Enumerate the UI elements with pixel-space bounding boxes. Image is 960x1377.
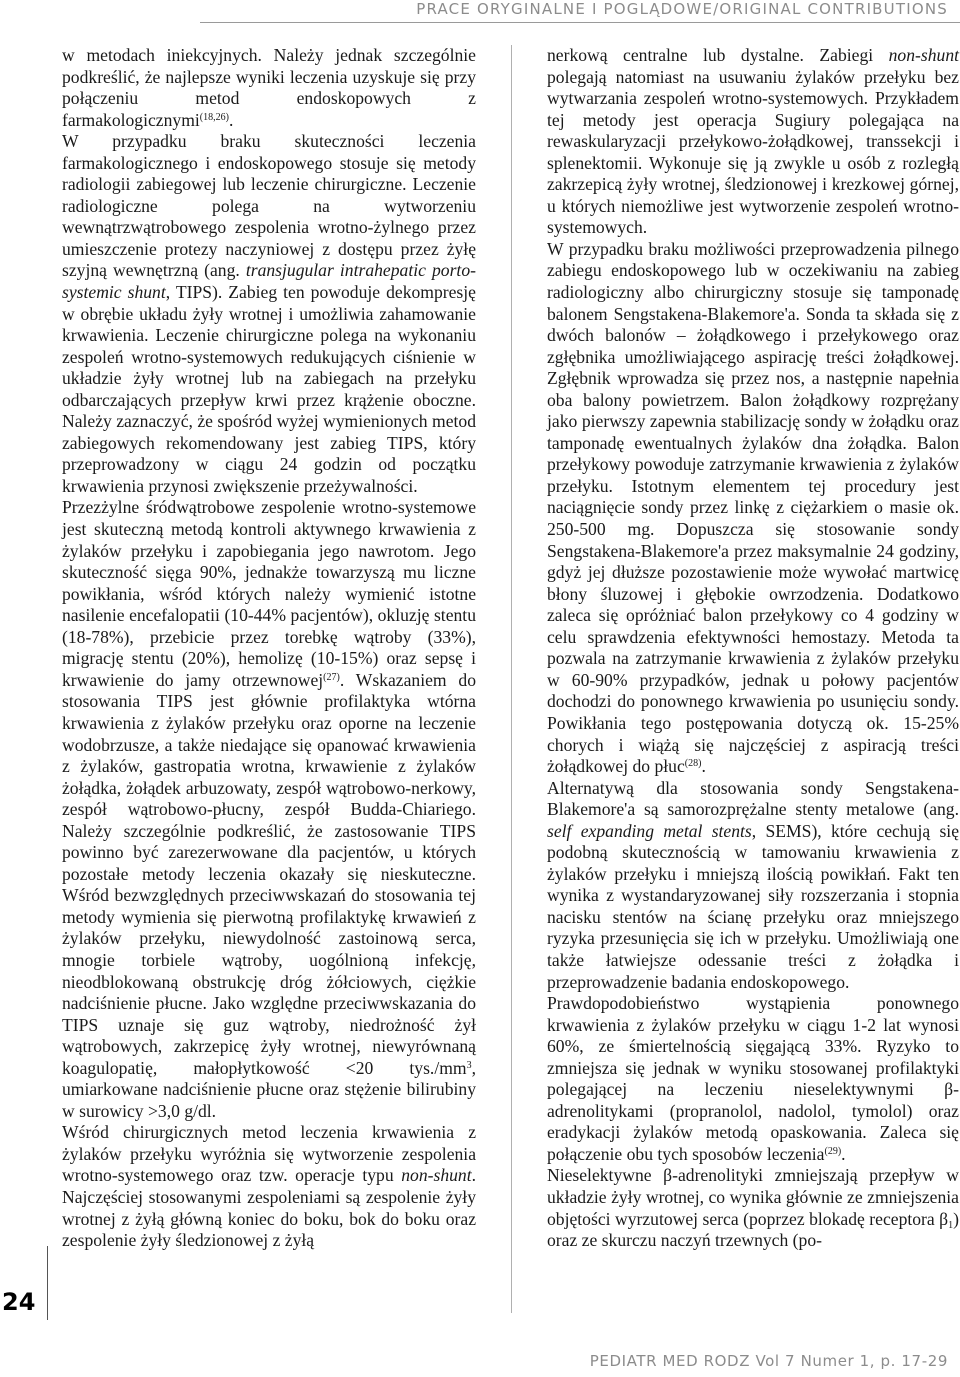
italic-term: non-shunt <box>888 45 959 65</box>
superscript: 3 <box>466 1059 472 1071</box>
paragraph <box>547 239 959 778</box>
paragraph <box>547 778 959 993</box>
text-run: Alternatywą dla stosowania sondy Sengstakena-Blakemore'a są samorozprężalne stenty metalowe (ang. <box>547 777 959 820</box>
paragraph <box>547 1165 959 1251</box>
journal-citation: PEDIATR MED RODZ Vol 7 Numer 1, p. 17-29 <box>589 1352 948 1370</box>
text-run: . Wskazaniem do stosowania TIPS jest głównie profilaktyka wtórna krwawienia z żylaków przełyku oraz oporne na leczenie wodobrzusze, a także niedające się opanować krwawienia z żylaków, gastropatia wrotna, krwawienie z żylaków żołądka, żołądek arbuzowaty, zespół wątrobowo-nerkowy, zespół wątrobowo-płucny, zespół Budda-Chiariego. Należy szczególnie podkreślić, że zastosowanie TIPS powinno być zarezerwowane dla pacjentów, u których pozostałe metody leczenia okazały się nieskuteczne. Wśród bezwzględnych przeciwwskazań do stosowania tej metody wymienia się pierwotną profilaktykę krwawień z żylaków przełyku, niewydolność zastoinową serca, mnogie torbiele wątroby, uogólnioną infekcję, nieodblokowaną obstrukcję dróg żółciowych, ciężkie nadciśnienie płucne. Jako względne przeciwwskazania do TIPS uznaje się guz wątroby, niedrożność żył wątrobowych, zakrzepicę żyły wrotnej, niewyrównaną koagulopatię, małopłytkowość <20 tys./mm <box>62 669 476 1078</box>
text-run: , TIPS). Zabieg ten powoduje dekompresję w obrębie układu żyły wrotnej i umożliwia zahamowanie krwawienia. Leczenie chirurgiczne polega na wykonaniu zespoleń wrotno-systemowych redukujących ciśnienie w układzie żyły wrotnej lub na zabiegach na przełyku odbarczających przepływ krwi przez krążenie oboczne. Należy zaznaczyć, że spośród wyżej wymienionych metod zabiegowych rekomendowany jest zabieg TIPS, który przeprowadzony w ciągu 24 godzin od początku krwawienia przynosi zwiększenie przeżywalności. <box>62 282 476 496</box>
paragraph <box>62 45 476 131</box>
paragraph <box>62 497 476 1122</box>
superscript: (29) <box>824 1145 842 1157</box>
italic-term: self expanding metal stents <box>547 820 752 841</box>
text-run: . <box>228 109 234 130</box>
text-run: . <box>701 756 706 777</box>
text-run: Przezżylne śródwątrobowe zespolenie wrotno-systemowe jest skuteczną metodą kontroli aktywnego krwawienia z żylaków przełyku i zapobiegania jego nawrotom. Jego skuteczność sięga 90%, jednakże towarzyszą mu liczne powikłania, wśród których należy wymienić istotne nasilenie encefalopatii (10-44% pacjentów), okluzję stentu (18-78%), przebicie przez torebkę wątroby (33%), migrację stentu (20%), hemolizę (10-15%) oraz sepsę i krwawienie do jamy otrzewnowej <box>62 497 476 690</box>
page-number: 24 <box>2 1288 36 1316</box>
section-header <box>200 0 960 23</box>
superscript: (27) <box>323 671 340 683</box>
italic-term: non-shunt <box>401 1165 472 1186</box>
text-run: Prawdopodobieństwo wystąpienia ponownego krwawienia z żylaków przełyku w ciągu 1-2 lat wynosi 60%, ze śmiertelnością sięgającą 33%. Ryzyko to zmniejsza się jednak w wyniku stosowanej profilaktyki polegającej na leczeniu nieselektywnymi β-adrenolitykami (propranolol, nadolol, tymolol) oraz eradykacji żylaków metodą opaskowania. Zaleca się połączenie obu tych sposobów leczenia <box>547 993 959 1164</box>
right-column <box>547 45 959 1252</box>
text-run: Nieselektywne β-adrenolityki zmniejszają przepływ w układzie żyły wrotnej, co wynika głównie ze zmniejszenia objętości wyrzutowej serca (poprzez blokadę receptora β <box>547 1165 959 1229</box>
paragraph <box>547 45 959 239</box>
text-run: ) oraz ze skurczu naczyń trzewnych (po- <box>547 1208 959 1251</box>
subscript: 1 <box>948 1219 954 1231</box>
left-column <box>62 45 476 1252</box>
superscript: (28) <box>684 758 702 770</box>
column-divider <box>511 45 512 1313</box>
text-run: w metodach iniekcyjnych. Należy jednak szczególnie podkreślić, że najlepsze wyniki leczenia uzyskuje się przy połączeniu metod endoskopowych z farmakologicznymi <box>62 45 476 130</box>
text-run: Wśród chirurgicznych metod leczenia krwawienia z żylaków przełyku wyróżnia się wytworzenie zespolenia wrotno-systemowego oraz tzw. operacje typu <box>62 1122 476 1186</box>
text-run: , SEMS), które cechują się podobną skutecznością w tamowaniu krwawienia z żylaków przełyku i mniejszą ilością powikłań. Fakt ten wynika z wystandaryzowanej siły rozszerzania i stopnia nacisku stentów na ścianę przełyku oraz mniejszego ryzyka przesunięcia się ich w przełyku. Umożliwiają one także łatwiejsze odessanie treści z żołądka i przeprowadzenie badania endoskopowego. <box>547 820 960 992</box>
text-run: polegają natomiast na usuwaniu żylaków przełyku bez wytwarzania zespoleń wrotno-systemowych. Przykładem tej metody jest operacja Sugiury polegająca na rewaskularyzacji przełykowo-żołądkowej, transsekcji i splenektomii. Wykonuje się ją zwykle u osób z rozległą zakrzepicą żyły wrotnej, śledzionowej i krezkowej górnej, u których niemożliwe jest wytworzenie zespoleń wrotno-systemowych. <box>547 66 959 238</box>
italic-term: transjugular intrahepatic porto-systemic shunt <box>62 260 476 303</box>
paragraph <box>62 131 476 497</box>
text-run: W przypadku braku skuteczności leczenia farmakologicznego i endoskopowego stosuje się metody radiologii zabiegowej lub leczenie chirurgiczne. Leczenie radiologiczne polega na wytworzeniu wewnątrzwątrobowego zespolenia wrotno-żylnego przez umieszczenie protezy naczyniowej z dostępu przez żyłę szyjną wewnętrzną (ang. <box>62 131 476 281</box>
section-title: PRACE ORYGINALNE I POGLĄDOWE/ORIGINAL CONTRIBUTIONS <box>416 0 948 18</box>
text-run: nerkową centralne lub dystalne. Zabiegi <box>547 45 889 65</box>
superscript: (18,26) <box>199 111 229 123</box>
text-run: W przypadku braku możliwości przeprowadzenia pilnego zabiegu endoskopowego lub w oczekiwaniu na zabieg radiologiczny albo chirurgiczny stosuje się tamponadę balonem Sengstakena-Blakemore'a. Sonda ta składa się z dwóch balonów – żołądkowego i przełykowego oraz zgłębnika umożliwiającego aspirację treści żołądkowej. Zgłębnik wprowadza się przez nos, a następnie napełnia oba balony powietrzem. Balon żołądkowy rozprężany jako pierwszy zapewnia stabilizację sondy w żołądku oraz tamponadę ewentualnych żylaków dna żołądka. Balon przełykowy powoduje zatrzymanie krwawienia z żylaków przełyku. Istotnym elementem tej procedury jest naciągnięcie sondy przez linkę z ciężarkiem o masie ok. 250-500 mg. Dopuszcza się stosowanie sondy Sengstakena-Blakemore'a przez maksymalnie 24 godziny, gdyż jej dłuższe pozostawienie może wywołać martwicę błony śluzowej i głębokie owrzodzenia. Dodatkowo zaleca się opróżniać balon przełykowy co 4 godziny w celu sprawdzenia efektywności hemostazy. Metoda ta pozwala na zatrzymanie krwawienia z żylaków przełyku w 60-90% przypadków, jednak u połowy pacjentów dochodzi do ponownego krwawienia po usunięciu sondy. Powikłania tego postępowania dotyczą ok. 15-25% chorych i wiążą się najczęściej z aspiracją treści żołądkowej do płuc <box>547 238 959 777</box>
text-run: . <box>841 1143 846 1164</box>
text-run: , umiarkowane nadciśnienie płucne oraz stężenie bilirubiny w surowicy >3,0 g/dl. <box>62 1057 476 1121</box>
text-run: . Najczęściej stosowanymi zespoleniami są zespolenie żyły wrotnej z żyłą główną koniec do boku, bok do boku oraz zespolenie żyły śledzionowej z żyłą <box>62 1165 476 1251</box>
paragraph <box>62 1122 476 1251</box>
journal-footer <box>590 1352 948 1370</box>
page-number-rule <box>47 1246 48 1320</box>
paragraph <box>547 993 959 1165</box>
